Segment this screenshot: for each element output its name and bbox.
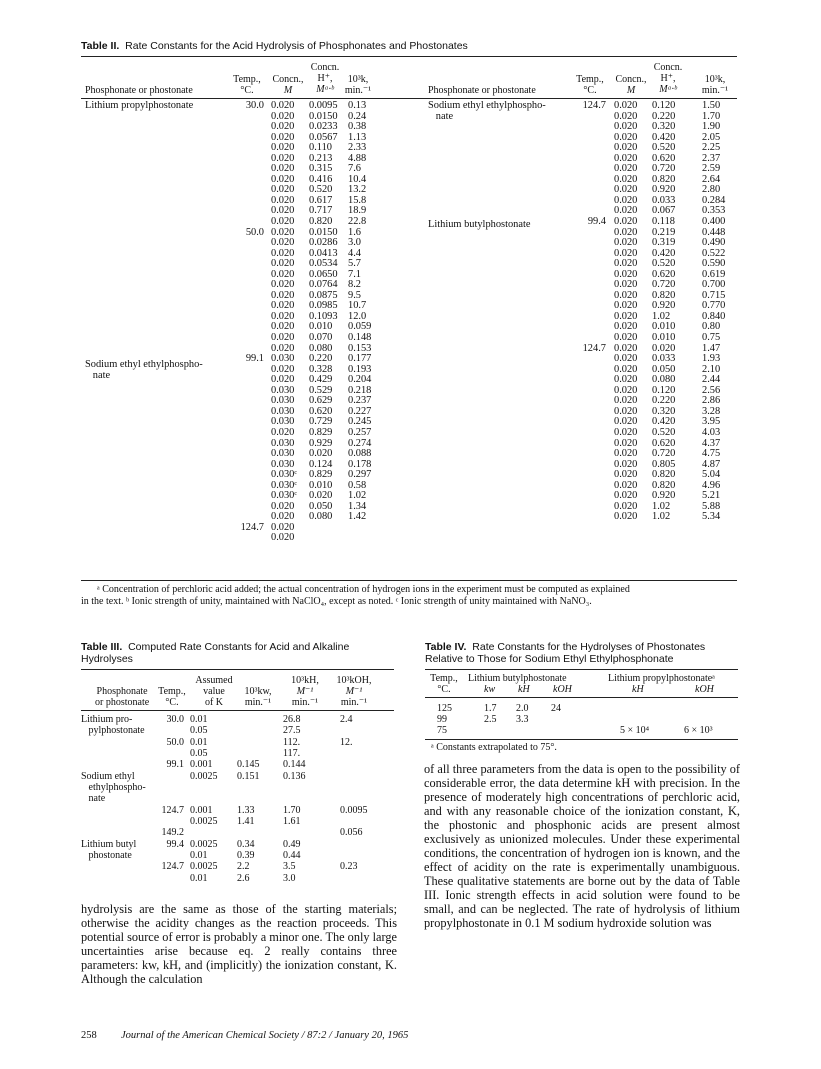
table3-names: Lithium pro- pylphostonate Sodium ethyl ethylphospho- nate Lithium butyl phostonate: [81, 714, 146, 862]
table3-kw: 0.145 0.151 1.33 1.41 0.34 0.39 2.2 2.6: [237, 759, 260, 884]
table4-header-temp: Temp., °C.: [430, 673, 458, 695]
table2-left-concn: 0.020 0.020 0.020 0.020 0.020 0.020 0.020 0.020 0.020 0.020 0.020 0.020 0.020 0.020 0.020 0.020 0.020 0.020 0.020 0.020 0.020 0.020 0.020 0.020 0.030 0.020 0.020 0.030 0.030 0.030 0.030 0.020 0.030 0.030 0.030 0.030ᶜ 0.030ᶜ 0.030ᶜ 0.020 0.020 0.020 0.020: [271, 100, 298, 544]
table4-kh2: 5 × 10⁴: [620, 725, 650, 736]
journal-citation: Journal of the American Chemical Society / 87:2 / January 20, 1965: [121, 1030, 409, 1041]
table4-header-koh: kOH: [553, 684, 572, 695]
table2-header-temp-right: Temp., °C.: [576, 74, 604, 96]
table4-header-rule: [425, 697, 738, 698]
table4-header-group2: Lithium propylphostonateᵃ: [608, 673, 715, 684]
table2-header-temp-left: Temp., °C.: [233, 74, 261, 96]
table2-header-name-right: Phosphonate or phostonate: [428, 85, 536, 96]
table3-assumed: 0.01 0.05 0.01 0.05 0.001 0.0025 0.001 0.0025 0.0025 0.01 0.0025 0.01: [190, 714, 218, 884]
table3-temps: 30.0 50.0 99.1 124.7 149.2 99.4 124.7: [161, 714, 184, 873]
table4-caption: Table IV. Rate Constants for the Hydrolyses of Phostonates Relative to Those for Sodium Ethyl Ethylphosphonate: [425, 641, 706, 665]
table4-header-kw: kw: [484, 684, 496, 695]
table4-header-kh2: kH: [632, 684, 644, 695]
table3-caption: Table III. Computed Rate Constants for Acid and Alkaline Hydrolyses: [81, 641, 350, 665]
table2-bottom-rule: [81, 580, 737, 581]
table4-temps: 125 99 75: [437, 703, 452, 736]
table4-kh: 2.0 3.3: [516, 703, 529, 725]
table4-header-kh: kH: [518, 684, 530, 695]
table2-right-names: Sodium ethyl ethylphospho- nate Lithium butylphostonate: [428, 100, 546, 230]
table4-koh2: 6 × 10³: [684, 725, 713, 736]
table2-left-h: 0.0095 0.0150 0.0233 0.0567 0.110 0.213 0.315 0.416 0.520 0.617 0.717 0.820 0.0150 0.0286 0.0413 0.0534 0.0650 0.0764 0.0875 0.0985 0.1093 0.010 0.070 0.080 0.220 0.328 0.429 0.529 0.629 0.620 0.729 0.829 0.929 0.020 0.124 0.829 0.010 0.020 0.050 0.080: [309, 100, 338, 523]
table2-footnotes: ᵃ Concentration of perchloric acid added; the actual concentration of hydrogen ions in the experiment must be computed as explained in the text. ᵇ Ionic strength of unity, maintained with NaClO₄, except as noted. ᶜ Ionic strength of unity maintained with NaNO₃.: [81, 584, 630, 607]
table2-header-k-left: 10³k, min.⁻¹: [344, 74, 372, 96]
table2-right-h: 0.120 0.220 0.320 0.420 0.520 0.620 0.720 0.820 0.920 0.033 0.067 0.118 0.219 0.319 0.420 0.520 0.620 0.720 0.820 0.920 1.02 0.010 0.010 0.020 0.033 0.050 0.080 0.120 0.220 0.320 0.420 0.520 0.620 0.720 0.805 0.820 0.820 0.920 1.02 1.02: [652, 100, 676, 523]
table3-header-kh: 10³kH, M⁻¹ min.⁻¹: [291, 675, 319, 708]
body-text-right: of all three parameters from the data is open to the possibility of considerable error, the data determine kH with precision. In the presence of moderately high concentrations of perchloric acid, and with any reasonable choice of the ionization constant, K, the phostonic and phosphonic acids are present almost exclusively as unionized molecules. Under these experimental conditions, the concentration of hydrogen ion is known, and the effect of acidity on the rate is experimentally unambiguous. These qualitative statements are borne out by the data of Table III. Ionic strength effects in acid solution were found to be small, and can be neglected. The rate of hydrolysis of lithium propylphostonate in 0.1 M sodium hydroxide solution was: [424, 762, 740, 930]
table4-bottom-rule: [425, 739, 738, 740]
table4-top-rule: [425, 669, 738, 670]
table4-footnote: ᵃ Constants extrapolated to 75°.: [431, 742, 557, 753]
table3-header-name: Phosphonate or phostonate: [95, 686, 150, 708]
table3-header-kw: 10³kw, min.⁻¹: [244, 686, 272, 708]
table2-header-concn-left: Concn., M: [272, 74, 304, 96]
table2-left-names: Lithium propylphostonate Sodium ethyl ethylphospho- nate: [85, 100, 203, 381]
table2-top-rule: [81, 56, 737, 57]
table2-header-h-left: Concn. H⁺, Mᵃ·ᵇ: [310, 62, 340, 95]
table3-top-rule: [81, 669, 394, 670]
table3-header-rule: [81, 710, 394, 711]
table2-right-temps: 124.7 99.4 124.7: [582, 100, 606, 354]
table2-right-k: 1.50 1.70 1.90 2.05 2.25 2.37 2.59 2.64 2.80 0.284 0.353 0.400 0.448 0.490 0.522 0.590 0.619 0.700 0.715 0.770 0.840 0.80 0.75 1.47 1.93 2.10 2.44 2.56 2.86 3.28 3.95 4.03 4.37 4.75 4.87 5.04 4.96 5.21 5.88 5.34: [702, 100, 726, 523]
table2-left-k: 0.13 0.24 0.38 1.13 2.33 4.88 7.6 10.4 13.2 15.8 18.9 22.8 1.6 3.0 4.4 5.7 7.1 8.2 9.5 10.7 12.0 0.059 0.148 0.153 0.177 0.193 0.204 0.218 0.237 0.227 0.245 0.257 0.274 0.088 0.178 0.297 0.58 1.02 1.34 1.42: [348, 100, 372, 523]
table2-header-h-right: Concn. H⁺, Mᵃ·ᵇ: [653, 62, 683, 95]
table4-header-koh2: kOH: [695, 684, 714, 695]
table2-caption: Table II. Rate Constants for the Acid Hydrolysis of Phosphonates and Phostonates: [81, 40, 468, 52]
table4-koh: 24: [551, 703, 561, 714]
table2-header-rule: [81, 98, 737, 99]
table2-header-k-right: 10³k, min.⁻¹: [701, 74, 729, 96]
table3-koh: 2.4 12. 0.0095 0.056 0.23: [340, 714, 368, 873]
table3-header-koh: 10³kOH, M⁻¹ min.⁻¹: [336, 675, 372, 708]
page-number: 258: [81, 1030, 97, 1041]
table2-left-temps: 30.0 50.0 99.1 124.7: [240, 100, 264, 533]
table2-header-concn-right: Concn., M: [615, 74, 647, 96]
table4-header-group1: Lithium butylphostonate: [468, 673, 567, 684]
body-text-left: hydrolysis are the same as those of the starting materials; otherwise the acidity changes as the reaction proceeds. This potential source of error is probably a minor one. The only large uncertainties arise because eq. 2 really contains three parameters: kw, kH, and (implicitly) the ionization constant, K. Although the calculation: [81, 902, 397, 986]
table4-kw: 1.7 2.5: [484, 703, 497, 725]
table2-right-concn: 0.020 0.020 0.020 0.020 0.020 0.020 0.020 0.020 0.020 0.020 0.020 0.020 0.020 0.020 0.020 0.020 0.020 0.020 0.020 0.020 0.020 0.020 0.020 0.020 0.020 0.020 0.020 0.020 0.020 0.020 0.020 0.020 0.020 0.020 0.020 0.020 0.020 0.020 0.020 0.020: [614, 100, 638, 523]
table3-kh: 26.8 27.5 112. 117. 0.144 0.136 1.70 1.61 0.49 0.44 3.5 3.0: [283, 714, 306, 884]
table3-header-temp: Temp., °C.: [158, 686, 186, 708]
table2-header-name-left: Phosphonate or phostonate: [85, 85, 193, 96]
table3-header-assumed: Assumed value of K: [195, 675, 233, 708]
